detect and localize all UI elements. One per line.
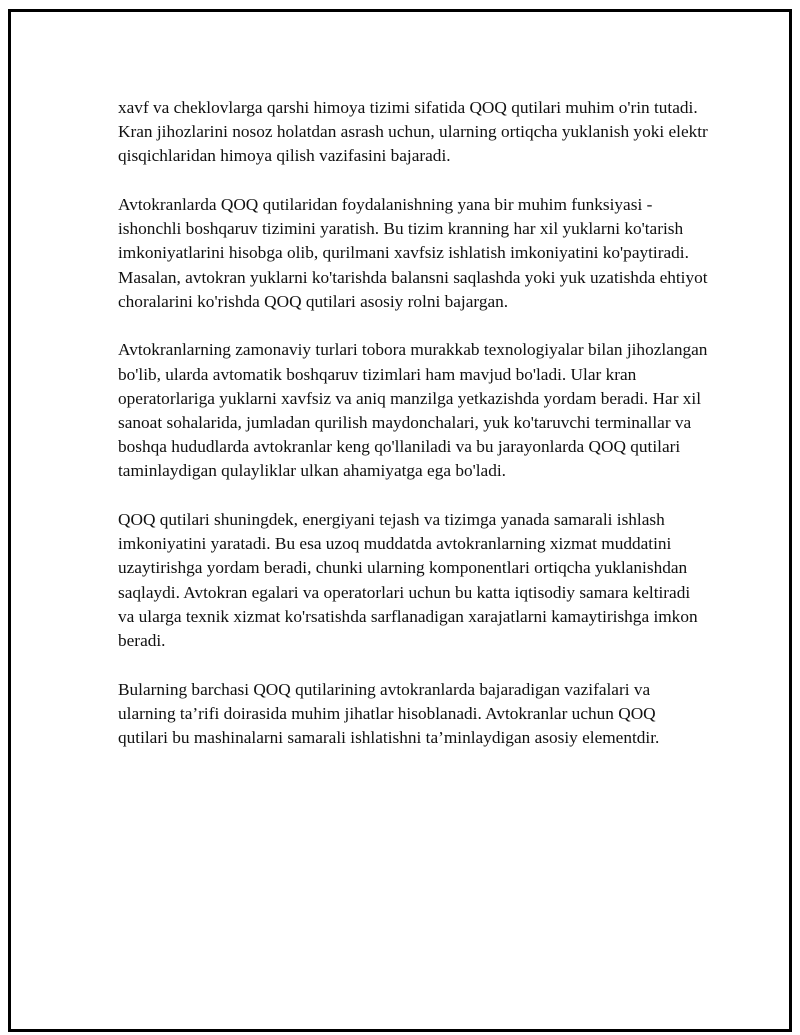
page-frame xyxy=(8,9,792,1032)
paragraph-4: QOQ qutilari shuningdek, energiyani tejash va tizimga yanada samarali ishlash imkoniyatini yaratadi. Bu esa uzoq muddatda avtokranlarning xizmat muddatini uzaytirishga yordam beradi, chunki ularning komponentlari ortiqcha yuklanishdan saqlaydi. Avtokran egalari va operatorlari uchun bu katta iqtisodiy samara keltiradi va ularga texnik xizmat ko'rsatishda sarflanadigan xarajatlarni kamaytirishga imkon beradi. xyxy=(118,510,698,651)
document-body xyxy=(118,96,708,775)
paragraph-3: Avtokranlarning zamonaviy turlari tobora murakkab texnologiyalar bilan jihozlangan bo'lib, ularda avtomatik boshqaruv tizimlari ham mavjud bo'ladi. Ular kran operatorlariga yuklarni xavfsiz va aniq manzilga yetkazishda yordam beradi. Har xil sanoat sohalarida, jumladan qurilish maydonchalari, yuk ko'taruvchi terminallar va boshqa hududlarda avtokranlar keng qo'llaniladi va bu jarayonlarda QOQ qutilari taminlaydigan qulayliklar ulkan ahamiyatga ega bo'ladi. xyxy=(118,340,708,481)
paragraph-1: xavf va cheklovlarga qarshi himoya tizimi sifatida QOQ qutilari muhim o'rin tutadi. Kran jihozlarini nosoz holatdan asrash uchun, ularning ortiqcha yuklanish yoki elektr qisqichlaridan himoya qilish vazifasini bajaradi. xyxy=(118,98,708,166)
paragraph-5: Bularning barchasi QOQ qutilarining avtokranlarda bajaradigan vazifalari va ularning ta’rifi doirasida muhim jihatlar hisoblanadi. Avtokranlar uchun QOQ qutilari bu mashinalarni samarali ishlatishni ta’minlaydigan asosiy elementdir. xyxy=(118,679,660,748)
paragraph-2: Avtokranlarda QOQ qutilaridan foydalanishning yana bir muhim funksiyasi - ishonchli boshqaruv tizimini yaratish. Bu tizim kranning har xil yuklarni ko'tarish imkoniyatlarini hisobga olib, qurilmani xavfsiz ishlatish imkoniyatini ko'paytiradi. Masalan, avtokran yuklarni ko'tarishda balansni saqlashda yoki yuk uzatishda ehtiyot choralarini ko'rishda QOQ qutilari asosiy rolni bajargan. xyxy=(118,195,708,311)
